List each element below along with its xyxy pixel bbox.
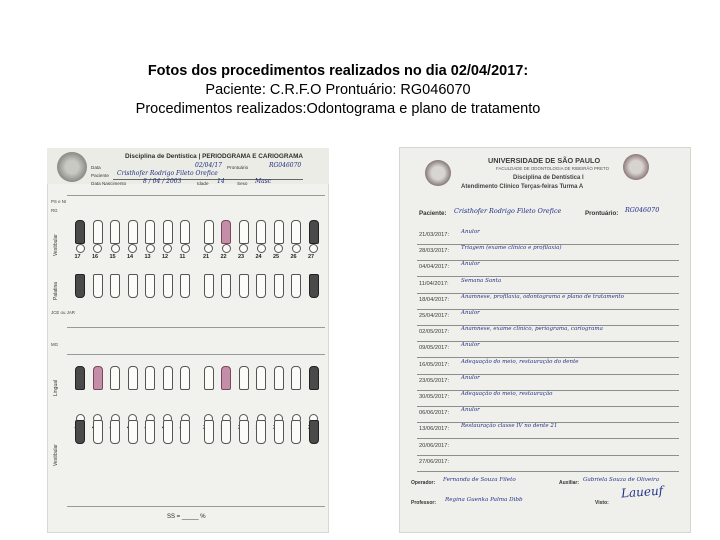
tooth-drawing xyxy=(163,420,173,444)
tooth-drawing xyxy=(309,220,319,244)
ss-percent: SS = _____ % xyxy=(167,514,206,520)
tooth-drawing xyxy=(256,220,266,244)
record-value: RG046070 xyxy=(625,206,660,214)
appointment-note: Semana Santa xyxy=(461,277,502,284)
grid-hline xyxy=(67,354,325,355)
appointment-date: 20/06/2017: xyxy=(419,442,450,449)
tooth-number: 11 xyxy=(179,254,186,260)
record-label: Prontuário: xyxy=(585,210,619,217)
appointment-note: Anulor xyxy=(461,407,480,414)
tooth-drawing xyxy=(239,220,249,244)
label-vestibular-top: Vestibular xyxy=(53,234,59,256)
hw-age: 14 xyxy=(217,178,225,185)
tooth-drawing xyxy=(221,220,231,244)
tooth-crown-drawing xyxy=(204,244,213,253)
grid-hline xyxy=(67,195,325,196)
appointment-note: Triagem (exame clínico e profilaxia) xyxy=(461,245,562,252)
field-underline xyxy=(113,179,303,180)
tooth-crown-drawing xyxy=(181,244,190,253)
tooth-drawing xyxy=(128,420,138,444)
appointment-note: Anulor xyxy=(461,310,480,316)
appointment-date: 30/05/2017: xyxy=(419,394,450,400)
tooth-crown-drawing xyxy=(309,244,318,253)
appointment-note: Adequação do meio, restauração do dente xyxy=(461,358,579,365)
hw-sex: Masc xyxy=(255,178,272,185)
tooth-crown-drawing xyxy=(274,244,283,253)
tooth-drawing xyxy=(163,274,173,298)
tooth-drawing xyxy=(204,220,214,244)
tooth-drawing xyxy=(110,420,120,444)
tooth-drawing xyxy=(93,220,103,244)
assistant-label: Auxiliar: xyxy=(559,480,580,486)
tooth-number: 14 xyxy=(127,254,134,260)
tooth-number: 22 xyxy=(220,254,227,260)
tooth-drawing xyxy=(239,420,249,444)
tooth-drawing xyxy=(110,274,120,298)
university-logo xyxy=(57,152,87,182)
signature: Laueuf xyxy=(620,483,664,501)
header-title: Fotos dos procedimentos realizados no dia 02/04/2017: xyxy=(147,63,529,79)
tooth-drawing xyxy=(309,274,319,298)
tooth-drawing xyxy=(256,420,266,444)
header-procedures: Procedimentos realizados:Odontograma e plano de tratamento xyxy=(135,101,541,117)
tooth-number: 25 xyxy=(273,254,280,260)
tooth-drawing xyxy=(163,220,173,244)
tooth-drawing xyxy=(204,274,214,298)
tooth-drawing xyxy=(291,366,301,390)
header-patient: Paciente: C.R.F.O Prontuário: RG046070 xyxy=(205,82,471,98)
tooth-drawing xyxy=(221,420,231,444)
tooth-drawing xyxy=(145,274,155,298)
tooth-number: 17 xyxy=(74,254,81,260)
fo-logo xyxy=(425,160,451,186)
tooth-drawing xyxy=(204,366,214,390)
patient-label: Paciente: xyxy=(419,210,447,217)
grid-hline xyxy=(67,327,325,328)
tooth-crown-drawing xyxy=(257,244,266,253)
service-name: Atendimento Clínico Terças-feiras Turma A xyxy=(461,184,584,190)
appointment-note: Anamnese, profilaxia, odontograma e plano de tratamento xyxy=(461,293,624,300)
tooth-crown-drawing xyxy=(111,244,120,253)
tooth-drawing xyxy=(291,274,301,298)
tooth-crown-drawing xyxy=(76,244,85,253)
tooth-number: 24 xyxy=(255,254,262,260)
tooth-drawing xyxy=(128,366,138,390)
field-prontuario: Prontuário xyxy=(227,165,249,170)
tooth-number: 21 xyxy=(203,254,210,260)
tooth-drawing xyxy=(256,274,266,298)
label-jce: JCE ou JAR xyxy=(51,310,75,315)
assistant-value: Gabriela Souza de Oliveira xyxy=(583,477,660,483)
tooth-drawing xyxy=(128,274,138,298)
tooth-drawing xyxy=(180,220,190,244)
tooth-drawing xyxy=(163,366,173,390)
tooth-number: 23 xyxy=(238,254,245,260)
record-photo xyxy=(399,147,691,533)
tooth-drawing xyxy=(256,366,266,390)
appointment-note: Restauração classe IV no dente 21 xyxy=(461,423,558,430)
professor-label: Professor: xyxy=(411,500,437,506)
label-vestibular-bottom: Vestibular xyxy=(53,444,59,466)
tooth-drawing xyxy=(93,366,103,390)
tooth-crown-drawing xyxy=(292,244,301,253)
appointment-date: 21/03/2017: xyxy=(419,232,450,238)
tooth-drawing xyxy=(274,220,284,244)
tooth-number: 26 xyxy=(290,254,297,260)
university-name: UNIVERSIDADE DE SÃO PAULO xyxy=(488,156,601,165)
tooth-crown-drawing xyxy=(128,244,137,253)
tooth-drawing xyxy=(180,274,190,298)
faculty-name: FACULDADE DE ODONTOLOGIA DE RIBEIRÃO PRETO xyxy=(496,166,610,171)
tooth-drawing xyxy=(145,420,155,444)
tooth-drawing xyxy=(75,420,85,444)
tooth-crown-drawing xyxy=(163,244,172,253)
label-lingual: Lingual xyxy=(53,379,59,396)
appointment-date: 18/04/2017: xyxy=(419,296,450,303)
field-nascimento: Data Nascimento xyxy=(91,181,127,186)
tooth-drawing xyxy=(291,420,301,444)
tooth-crown-drawing xyxy=(222,244,231,253)
operator-value: Fernanda de Souza Fileto xyxy=(443,477,516,483)
tooth-drawing xyxy=(93,274,103,298)
tooth-drawing xyxy=(145,220,155,244)
tooth-drawing xyxy=(75,274,85,298)
tooth-drawing xyxy=(75,220,85,244)
appointment-date: 25/04/2017: xyxy=(419,313,450,319)
tooth-drawing xyxy=(239,366,249,390)
tooth-drawing xyxy=(274,274,284,298)
appointment-date: 09/05/2017: xyxy=(419,345,450,352)
professor-value: Regina Guenka Palma Dibb xyxy=(445,497,523,503)
tooth-drawing xyxy=(309,420,319,444)
appointment-note: Anulor xyxy=(461,374,480,381)
appointment-date: 23/05/2017: xyxy=(419,377,450,384)
tooth-drawing xyxy=(180,420,190,444)
tooth-number: 13 xyxy=(144,254,151,260)
field-paciente: Paciente xyxy=(91,173,109,178)
page-header xyxy=(0,62,720,119)
tooth-drawing xyxy=(274,366,284,390)
hw-date: 02/04/17 xyxy=(195,162,222,169)
tooth-crown-drawing xyxy=(93,244,102,253)
usp-logo xyxy=(623,154,649,180)
tooth-drawing xyxy=(204,420,214,444)
tooth-number: 27 xyxy=(308,254,315,260)
tooth-crown-drawing xyxy=(146,244,155,253)
tooth-drawing xyxy=(145,366,155,390)
tooth-drawing xyxy=(128,220,138,244)
tooth-number: 12 xyxy=(162,254,169,260)
tooth-crown-drawing xyxy=(239,244,248,253)
appointment-row xyxy=(417,454,679,472)
tooth-drawing xyxy=(75,366,85,390)
appointment-note: Anulor xyxy=(461,229,480,235)
field-idade: Idade xyxy=(197,181,209,186)
sheet-title: Disciplina de Dentística | PERIODGRAMA E CARIOGRAMA xyxy=(125,153,304,160)
tooth-drawing xyxy=(93,420,103,444)
odontogram-photo xyxy=(47,148,329,533)
label-rg: RG xyxy=(51,208,58,213)
tooth-drawing xyxy=(221,274,231,298)
tooth-number: 16 xyxy=(92,254,99,260)
appointment-note: Adequação do meio, restauração xyxy=(461,391,553,397)
appointment-note: Anulor xyxy=(461,342,480,349)
operator-label: Operador: xyxy=(411,480,436,486)
tooth-drawing xyxy=(274,420,284,444)
hw-patient: Cristhofer Rodrigo Fileto Orefice xyxy=(117,170,218,177)
tooth-drawing xyxy=(221,366,231,390)
tooth-drawing xyxy=(309,366,319,390)
grid-hline xyxy=(67,506,325,507)
appointment-date: 28/03/2017: xyxy=(419,248,450,255)
tooth-drawing xyxy=(110,220,120,244)
patient-value: Cristhofer Rodrigo Fileto Orefice xyxy=(454,207,562,215)
tooth-drawing xyxy=(291,220,301,244)
appointment-date: 16/05/2017: xyxy=(419,361,450,368)
field-sexo: Sexo xyxy=(237,181,248,186)
appointment-date: 02/05/2017: xyxy=(419,329,450,336)
visto-label: Visto: xyxy=(595,500,609,506)
appointment-note: Anamnese, exame clínico, periograma, cariograma xyxy=(461,326,603,333)
appointment-date: 13/06/2017: xyxy=(419,426,450,433)
discipline-name: Disciplina de Dentística I xyxy=(513,175,584,181)
tooth-number: 15 xyxy=(109,254,116,260)
tooth-drawing xyxy=(180,366,190,390)
appointment-note: Anulor xyxy=(461,261,480,268)
label-ps-ni: PS e NI xyxy=(51,199,67,204)
appointment-date: 27/06/2017: xyxy=(419,458,450,465)
hw-prontuario: RG046070 xyxy=(269,162,302,169)
appointment-date: 04/04/2017: xyxy=(419,264,450,271)
field-data: Data xyxy=(91,165,101,170)
hw-birth: 8 / 04 / 2003 xyxy=(143,178,182,185)
appointment-date: 11/04/2017: xyxy=(419,280,449,287)
tooth-drawing xyxy=(239,274,249,298)
tooth-drawing xyxy=(110,366,120,390)
appointment-date: 06/06/2017: xyxy=(419,410,450,417)
label-mg: MG xyxy=(51,342,59,347)
label-palatina: Palatina xyxy=(53,281,59,300)
